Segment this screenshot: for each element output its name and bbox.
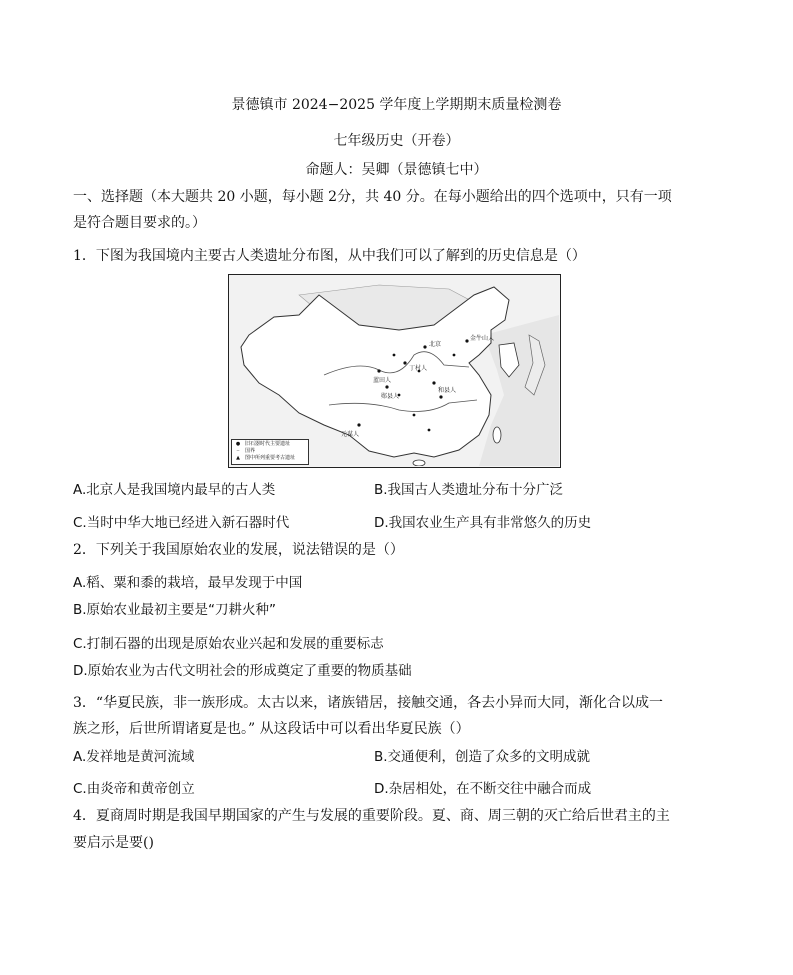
map-label-dingcun: 丁村人 bbox=[409, 365, 428, 372]
question-2-option-b: B.原始农业最初主要是“刀耕火种” bbox=[73, 602, 277, 618]
question-2-option-a: A.稻、粟和黍的栽培，最早发现于中国 bbox=[73, 575, 303, 591]
question-4-stem-line1: 4．夏商周时期是我国早期国家的产生与发展的重要阶段。夏、商、周三朝的灭亡给后世君主的主 bbox=[73, 808, 670, 824]
question-1-option-c: C.当时中华大地已经进入新石器时代 bbox=[73, 515, 290, 531]
section-instructions-line1: 一、选择题（本大题共 20 小题，每小题 2分，共 40 分。在每小题给出的四个选项中，只有一项 bbox=[73, 189, 672, 205]
map-label-hexian: 和县人 bbox=[438, 387, 457, 394]
question-3-stem-line2: 族之形，后世所谓诸夏是也。” 从这段话中可以看出华夏民族（） bbox=[73, 721, 470, 737]
exam-author: 命题人：吴卿（景德镇七中） bbox=[305, 162, 488, 178]
question-3-option-b: B.交通便利，创造了众多的文明成就 bbox=[374, 749, 591, 765]
question-3-option-c: C.由炎帝和黄帝创立 bbox=[73, 781, 195, 797]
question-1-option-d: D.我国农业生产具有非常悠久的历史 bbox=[374, 515, 592, 531]
section-instructions-line2: 是符合题目要求的。） bbox=[73, 215, 206, 231]
question-3-option-a: A.发祥地是黄河流域 bbox=[73, 749, 195, 765]
question-3-stem-line1: 3．“华夏民族，非一族形成。太古以来，诸族错居，接触交通，各去小异而大同，渐化合以成一 bbox=[73, 695, 664, 711]
map-label-jinniushan: 金牛山人 bbox=[470, 335, 495, 342]
question-4-stem-line2: 要启示是要() bbox=[73, 835, 154, 851]
map-label-yuanmou: 元谋人 bbox=[341, 431, 360, 438]
question-1-stem: 1．下图为我国境内主要古人类遗址分布图，从中我们可以了解到的历史信息是（） bbox=[73, 248, 586, 264]
question-2-option-d: D.原始农业为古代文明社会的形成奠定了重要的物质基础 bbox=[73, 663, 412, 679]
map-label-beijing: 北京 bbox=[429, 341, 442, 348]
question-2-option-c: C.打制石器的出现是原始农业兴起和发展的重要标志 bbox=[73, 636, 384, 652]
map-label-yunxian: 郧县人 bbox=[381, 393, 400, 400]
map-legend: ● 旧石器时代主要遗址 ┄ 国界 ▲ 图中所列重要考古遗址 bbox=[231, 439, 309, 465]
question-3-option-d: D.杂居相处，在不断交往中融合而成 bbox=[374, 781, 592, 797]
exam-title: 景德镇市 2024−2025 学年度上学期期末质量检测卷 bbox=[231, 97, 562, 113]
legend-item-key-sites: 图中所列重要考古遗址 bbox=[245, 455, 296, 461]
legend-item-sites: 旧石器时代主要遗址 bbox=[245, 441, 291, 447]
ancient-human-sites-map bbox=[228, 274, 561, 468]
question-1-option-a: A.北京人是我国境内最早的古人类 bbox=[73, 482, 276, 498]
question-1-option-b: B.我国古人类遗址分布十分广泛 bbox=[374, 482, 564, 498]
exam-subtitle: 七年级历史（开卷） bbox=[333, 133, 460, 149]
legend-item-border: 国界 bbox=[245, 448, 256, 454]
china-map-graphic bbox=[229, 275, 559, 466]
map-label-lantian: 蓝田人 bbox=[373, 377, 392, 384]
question-2-stem: 2．下列关于我国原始农业的发展，说法错误的是（） bbox=[73, 542, 404, 558]
